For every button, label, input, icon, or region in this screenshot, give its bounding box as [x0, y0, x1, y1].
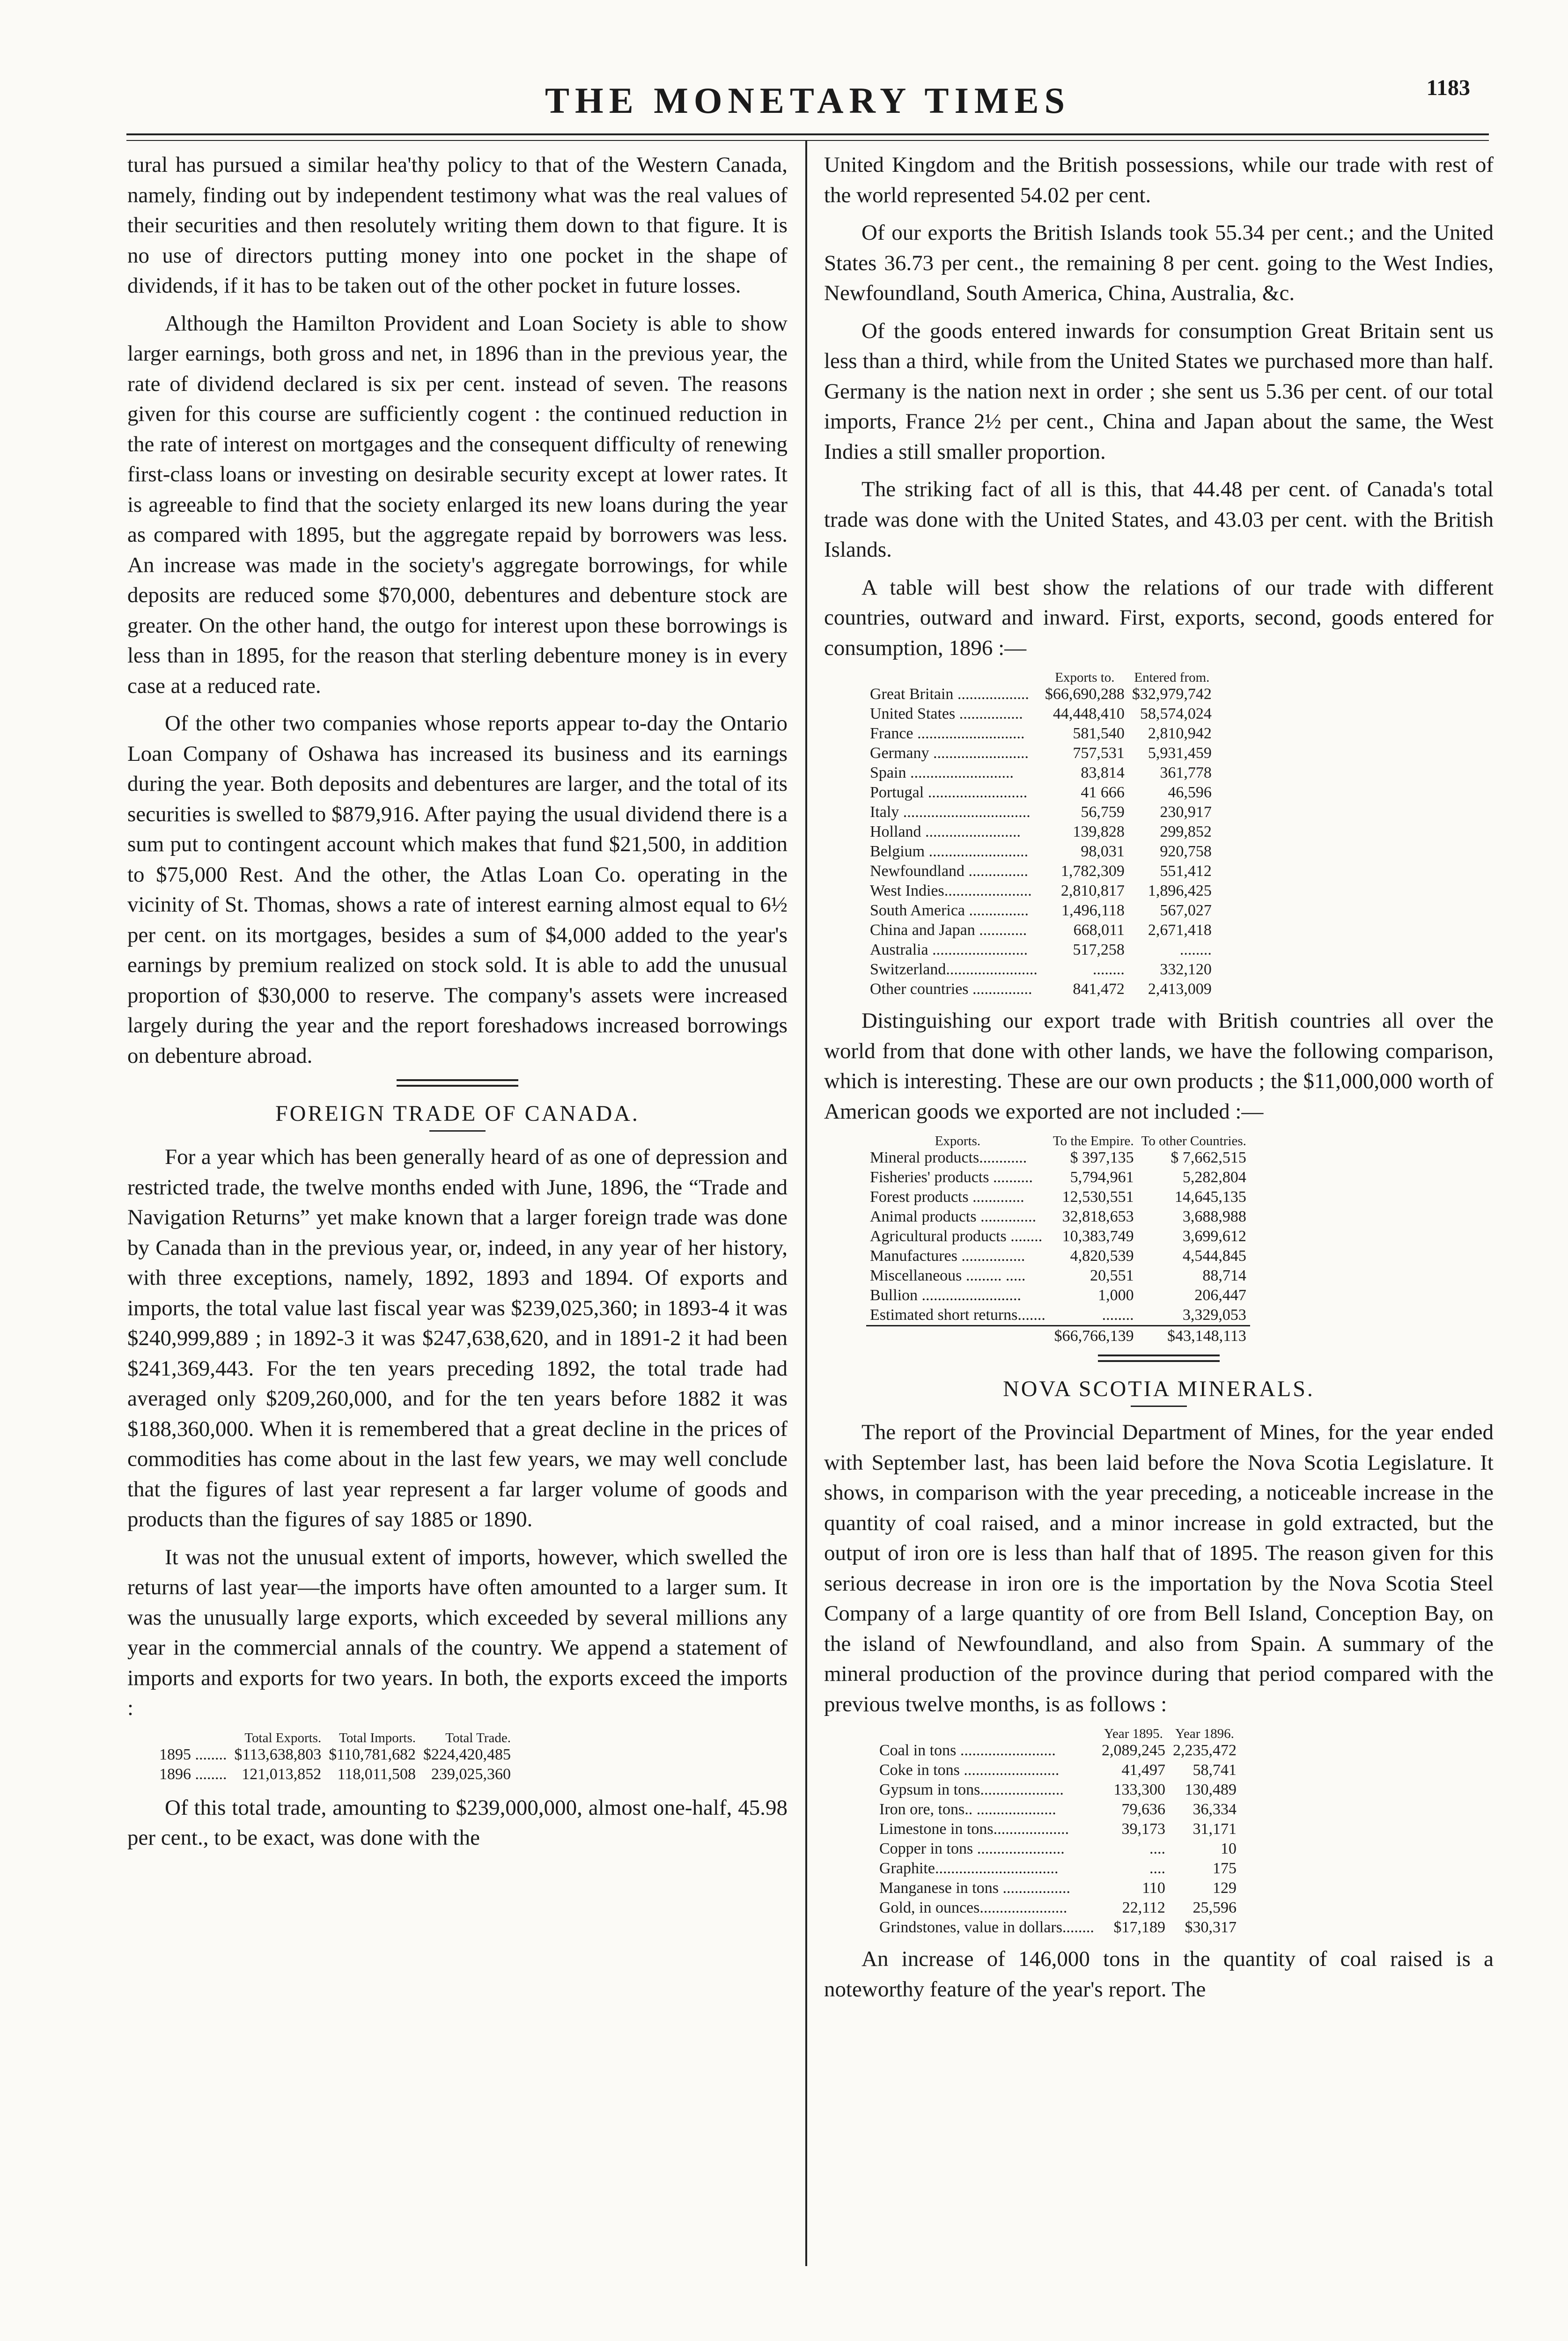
table-row: United States ................ 44,448,410 58,574,024: [870, 705, 1212, 722]
minerals-table: [876, 1727, 1240, 1937]
paragraph: Of our exports the British Islands took 55.34 per cent.; and the United States 36.73 per cent., the remaining 8 per cent. going to the West Indies, Newfoundland, South America, China, Australia, &c.: [824, 221, 1494, 305]
paragraph: An increase of 146,000 tons in the quantity of coal raised is a noteworthy feature of the year's report. The: [824, 1947, 1494, 2002]
column-header: Year 1895.: [1104, 1726, 1163, 1741]
countries-table: [866, 670, 1215, 999]
table-row: Gypsum in tons..................... 133,300 130,489: [879, 1781, 1237, 1798]
column-header: Entered from.: [1134, 670, 1210, 685]
paragraph: Although the Hamilton Provident and Loan Society is able to show larger earnings, both gross and net, in 1896 than in the previous year, the rate of dividend declared is six per cent. instead of seven. The reasons given for this course are sufficiently cogent : the continued reduction in the rate of interest on mortgages and the consequent difficulty of renewing first-class loans or investing on desirable security except at lower rates. It is agreeable to find that the society enlarged its new loans during the year as compared with 1895, but the aggregate repaid by borrowers was less. An increase was made in the society's aggregate borrowings, for while deposits are reduced some $70,000, debentures and debenture stock are greater. On the other hand, the outgo for interest upon these borrowings is less than in 1895, for the reason that sterling debenture money is in every case at a reduced rate.: [127, 311, 788, 698]
right-column: [824, 150, 1494, 2012]
table-row: Coke in tons ........................ 41,497 58,741: [879, 1761, 1237, 1779]
table-row: South America ............... 1,496,118 567,027: [870, 902, 1212, 919]
paragraph: Of this total trade, amounting to $239,000,000, almost one-half, 45.98 per cent., to be exact, was done with the: [127, 1795, 788, 1850]
table-row: West Indies...................... 2,810,817 1,896,425: [870, 882, 1212, 899]
trade-table: [155, 1731, 515, 1784]
table-row: Agricultural products ........ 10,383,749 3,699,612: [870, 1228, 1246, 1245]
table-row: Italy ................................ 56,759 230,917: [870, 803, 1212, 821]
table-row: Germany ........................ 757,531 5,931,459: [870, 744, 1212, 762]
title-rule: [429, 1130, 486, 1132]
table-row: 1895 ........ $113,638,803 $110,781,682 $224,420,485: [159, 1745, 511, 1763]
table-row: Fisheries' products .......... 5,794,961 5,282,804: [870, 1169, 1246, 1186]
table-row: Gold, in ounces...................... 22,112 25,596: [879, 1899, 1237, 1916]
column-header: To other Countries.: [1141, 1134, 1246, 1148]
section-rule: [1098, 1355, 1220, 1362]
table-row: Spain .......................... 83,814 361,778: [870, 764, 1212, 781]
table-row: Iron ore, tons.. .................... 79,636 36,334: [879, 1801, 1237, 1818]
table-row: Miscellaneous ......... ..... 20,551 88,714: [870, 1267, 1246, 1284]
column-header: Total Imports.: [339, 1730, 416, 1745]
table-row: Mineral products............ $ 397,135 $ 7,662,515: [870, 1149, 1246, 1166]
table-row: Australia ........................ 517,258 ........: [870, 941, 1212, 958]
column-header: Total Exports.: [244, 1730, 322, 1745]
table-row: Holland ........................ 139,828 299,852: [870, 823, 1212, 840]
table-row: Newfoundland ............... 1,782,309 551,412: [870, 862, 1212, 880]
paragraph: It was not the unusual extent of imports, however, which swelled the returns of last year—the imports have often amounted to a larger sum. It was the unusually large exports, which exceeded by several millions any year in the commercial annals of the country. We append a statement of imports and exports for two years. In both, the exports exceed the imports :: [127, 1545, 788, 1720]
section-title-nova-scotia: NOVA SCOTIA MINERALS.: [1003, 1377, 1315, 1401]
column-header: Exports to.: [1055, 670, 1115, 685]
column-header: Total Trade.: [445, 1730, 511, 1745]
table-row: France ........................... 581,540 2,810,942: [870, 725, 1212, 742]
table-row: Belgium ......................... 98,031 920,758: [870, 843, 1212, 860]
table-row: China and Japan ............ 668,011 2,671,418: [870, 921, 1212, 939]
table-row: Grindstones, value in dollars........ $17,189 $30,317: [879, 1919, 1237, 1936]
header-rule: [126, 133, 1489, 141]
table-row: Animal products .............. 32,818,653 3,688,988: [870, 1208, 1246, 1225]
journal-title: THE MONETARY TIMES: [545, 80, 1070, 121]
table-row: Graphite............................... .... 175: [879, 1860, 1237, 1877]
table-row: Copper in tons ...................... .... 10: [879, 1840, 1237, 1857]
products-table: [866, 1134, 1250, 1346]
table-row: Switzerland....................... ........ 332,120: [870, 961, 1212, 978]
paragraph: United Kingdom and the British possessions, while our trade with rest of the world represented 54.02 per cent.: [824, 153, 1494, 207]
table-row: Portugal ......................... 41 666 46,596: [870, 784, 1212, 801]
table-row: Great Britain .................. $66,690,288 $32,979,742: [870, 685, 1212, 703]
column-header: Exports.: [935, 1134, 981, 1148]
table-row: Coal in tons ........................ 2,089,245 2,235,472: [879, 1742, 1237, 1759]
paragraph: Distinguishing our export trade with British countries all over the world from that done with other lands, we have the following comparison, which is interesting. These are our own products ; the $11,000,000 worth of American goods we exported are not included :—: [824, 1009, 1494, 1124]
left-column: [127, 150, 788, 1861]
column-divider: [805, 140, 807, 2266]
table-row: Manganese in tons ................. 110 129: [879, 1879, 1237, 1897]
section-rule: [397, 1079, 518, 1087]
table-row: Other countries ............... 841,472 2,413,009: [870, 980, 1212, 998]
table-row: Estimated short returns....... ........ 3,329,053: [870, 1306, 1246, 1324]
table-row: Manufactures ................ 4,820,539 4,544,845: [870, 1247, 1246, 1265]
page-header: [136, 70, 1480, 122]
paragraph: The report of the Provincial Department of Mines, for the year ended with September last, has been laid before the Nova Scotia Legislature. It shows, in comparison with the year preceding, a noticeable increase in the quantity of coal raised, and a minor increase in gold extracted, but the output of iron ore is less than half that of 1895. The reason given for this serious decrease in iron ore is the importation by the Nova Scotia Steel Company of a large quantity of ore from Bell Island, Conception Bay, on the island of Newfoundland, and also from Spain. A summary of the mineral production of the province during that period compared with the previous twelve months, is as follows :: [824, 1420, 1494, 1716]
paragraph: A table will best show the relations of our trade with different countries, outward and inward. First, exports, second, goods entered for consumption, 1896 :—: [824, 575, 1494, 660]
totals-row: $66,766,139 $43,148,113: [866, 1326, 1250, 1347]
table-row: 1896 ........ 121,013,852 118,011,508 239,025,360: [159, 1765, 511, 1783]
paragraph: For a year which has been generally heard of as one of depression and restricted trade, the twelve months ended with June, 1896, the “Trade and Navigation Returns” yet make known that a larger foreign trade was done by Canada than in the previous year, or, indeed, in any year of her history, with three exceptions, namely, 1892, 1893 and 1894. Of exports and imports, the total value last fiscal year was $239,025,360; in 1893-4 it was $240,999,889 ; in 1892-3 it was $247,638,620, and in 1891-2 it had been $241,369,443. For the ten years preceding 1892, the total trade had averaged only $209,260,000, and for the ten years before 1882 it was $188,360,000. When it is remembered that a great decline in the prices of commodities has come about in the last few years, we may well conclude that the figures of last year represent a far larger volume of goods and products than the figures of say 1885 or 1890.: [127, 1145, 788, 1531]
page-number: 1183: [1426, 75, 1470, 100]
table-row: Limestone in tons................... 39,173 31,171: [879, 1820, 1237, 1838]
column-header: Year 1896.: [1175, 1726, 1234, 1741]
table-row: Bullion ......................... 1,000 206,447: [870, 1287, 1246, 1304]
table-row: Forest products ............. 12,530,551 14,645,135: [870, 1188, 1246, 1206]
paragraph: Of the other two companies whose reports appear to-day the Ontario Loan Company of Oshawa has increased its business and its earnings during the year. Both deposits and debentures are larger, and the total of its securities is swelled to $879,916. After paying the usual dividend there is a sum put to contingent account which makes that fund $21,500, in addition to $75,000 Rest. And the other, the Atlas Loan Co. operating in the vicinity of St. Thomas, shows a rate of interest earning almost equal to 6½ per cent. on its mortgages, besides a sum of $4,000 added to the year's earnings by premium realized on stock sold. It is able to add the unusual proportion of $30,000 to reserve. The company's assets were increased largely during the year and the report foreshadows increased borrowings on debenture abroad.: [127, 711, 788, 1068]
section-title-foreign-trade: FOREIGN TRADE OF CANADA.: [275, 1101, 640, 1126]
paragraph: The striking fact of all is this, that 44.48 per cent. of Canada's total trade was done with the United States, and 43.03 per cent. with the British Islands.: [824, 477, 1494, 562]
title-rule: [1131, 1406, 1187, 1407]
paragraph: tural has pursued a similar hea'thy policy to that of the Western Canada, namely, finding out by independent testimony what was the real values of their securities and then resolutely writing them down to that figure. It is no use of directors putting money into one pocket in the shape of dividends, if it has to be taken out of the other pocket in future losses.: [127, 153, 788, 298]
paragraph: Of the goods entered inwards for consumption Great Britain sent us less than a third, while from the United States we purchased more than half. Germany is the nation next in order ; she sent us 5.36 per cent. of our total imports, France 2½ per cent., China and Japan about the same, the West Indies a still smaller proportion.: [824, 318, 1494, 464]
column-header: To the Empire.: [1053, 1134, 1134, 1148]
